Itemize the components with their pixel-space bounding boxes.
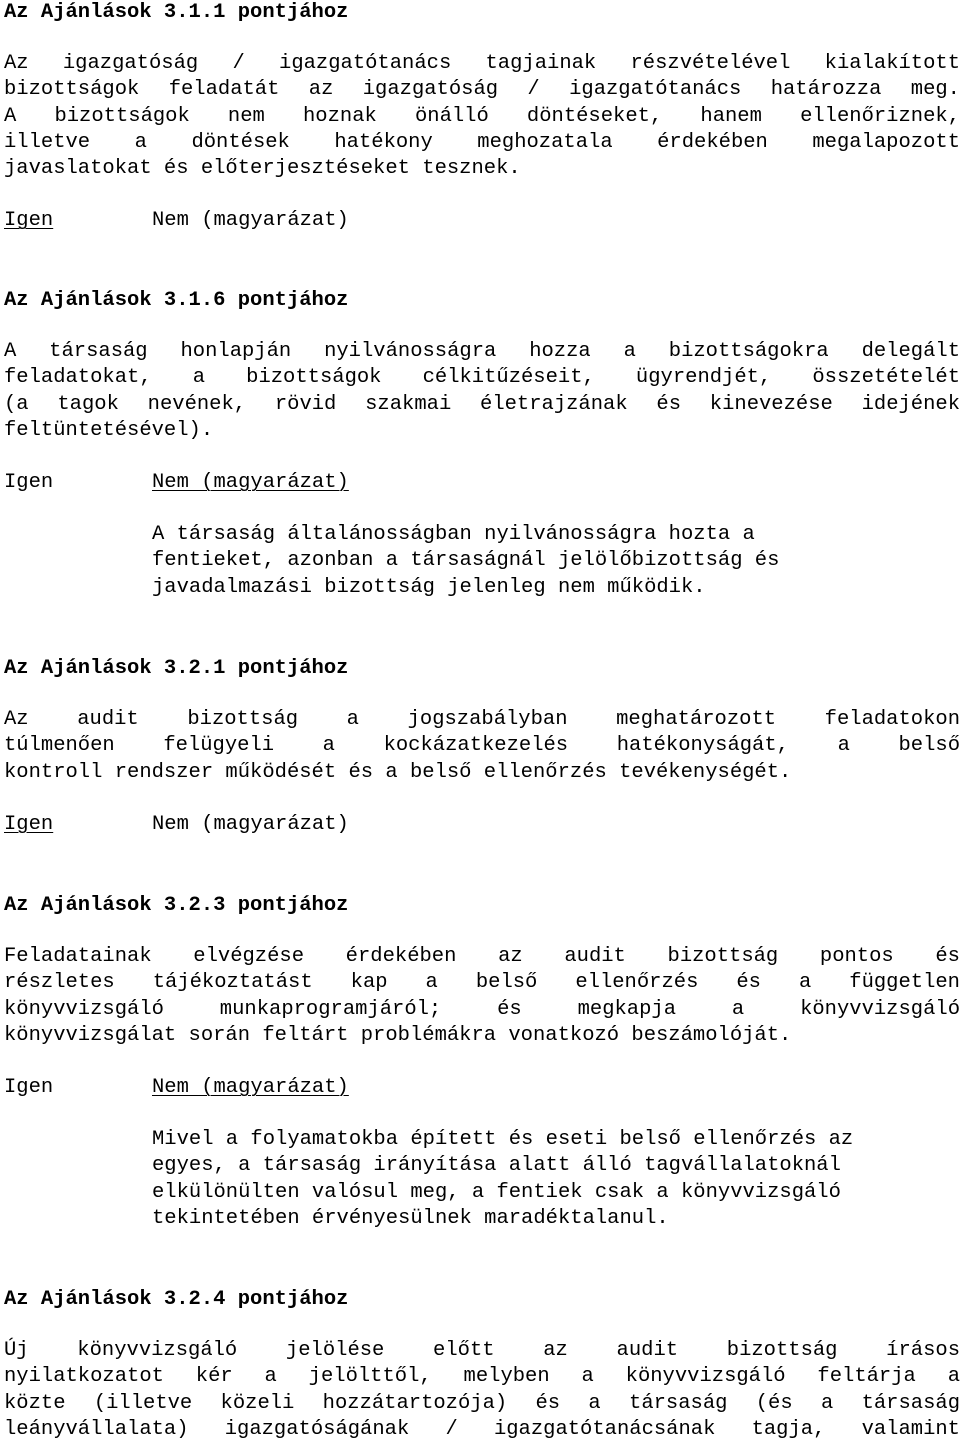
body-line: feltüntetésével). [4,418,214,442]
body-line: bizottságok feladatát az igazgatóság / igazgatótanács határozza meg. [4,78,960,102]
section-heading: Az Ajánlások 3.2.3 pontjához [4,894,349,917]
body-line: könyvvizsgáló munkaprogramjáról; és megkapja a könyvvizsgáló [4,997,960,1021]
body-line: leányvállalata) igazgatóságának / igazgatótanácsának tagja, valamint [4,1417,960,1441]
section-3-2-3 [4,893,960,1232]
explanation-line: elkülönülten valósul meg, a fentiek csak a könyvvizsgáló [152,1180,841,1204]
answer-row [4,812,960,838]
section-3-1-6 [4,288,960,601]
answer-no-selected: Nem (magyarázat) [152,471,349,495]
section-heading: Az Ajánlások 3.2.4 pontjához [4,1288,349,1311]
body-line: javaslatokat és előterjesztéseket tesznek. [4,157,521,181]
explanation-line: Mivel a folyamatokba épített és eseti belső ellenőrzés az [152,1128,854,1152]
answer-row [4,470,960,496]
answer-row [4,208,960,234]
body-line: Új könyvvizsgáló jelölése előtt az audit bizottság írásos [4,1339,960,1362]
body-line: feladatokat, a bizottságok célkitűzéseit, ügyrendjét, összetételét [4,366,960,390]
body-line: könyvvizsgálat során feltárt problémákra vonatkozó beszámolóját. [4,1023,792,1047]
section-3-1-1 [4,0,960,234]
answer-yes: Igen [4,1076,54,1100]
body-line: Az audit bizottság a jogszabályban meghatározott feladatokon [4,708,960,731]
explanation-line: javadalmazási bizottság jelenleg nem működik. [152,575,706,599]
section-body [4,1338,960,1443]
body-line: A bizottságok nem hoznak önálló döntéseket, hanem ellenőriznek, [4,104,960,128]
explanation-line: egyes, a társaság irányítása alatt álló tagvállalatoknál [152,1154,841,1178]
section-body [4,339,960,444]
answer-row [4,1075,960,1101]
body-line: kontroll rendszer működését és a belső ellenőrzés tevékenységét. [4,760,792,784]
section-heading: Az Ajánlások 3.1.1 pontjához [4,1,349,24]
body-line: nyilatkozatot kér a jelölttől, melyben a könyvvizsgáló feltárja a [4,1365,960,1389]
section-3-2-1 [4,656,960,838]
explanation-line: A társaság általánosságban nyilvánosságra hozta a [152,523,755,547]
section-heading: Az Ajánlások 3.2.1 pontjához [4,657,349,680]
answer-no: Nem (magyarázat) [152,209,349,233]
body-line: Az igazgatóság / igazgatótanács tagjainak részvételével kialakított [4,52,960,75]
body-line: illetve a döntések hatékony meghozatala érdekében megalapozott [4,130,960,154]
body-line: A társaság honlapján nyilvánosságra hozza a bizottságokra delegált [4,340,960,363]
explanation-line: fentieket, azonban a társaságnál jelölőbizottság és [152,549,780,573]
answer-yes-selected: Igen [4,812,54,836]
explanation [4,522,960,601]
body-line: túlmenően felügyeli a kockázatkezelés hatékonyságát, a belső [4,734,960,758]
answer-no-selected: Nem (magyarázat) [152,1076,349,1100]
body-line: közte (illetve közeli hozzátartozója) és a társaság (és a társaság [4,1391,960,1415]
section-heading: Az Ajánlások 3.1.6 pontjához [4,289,349,312]
answer-yes: Igen [4,471,54,495]
explanation [4,1127,960,1232]
section-body [4,707,960,786]
answer-yes-selected: Igen [4,209,54,233]
section-body [4,51,960,182]
answer-no: Nem (magyarázat) [152,812,349,836]
section-3-2-4 [4,1287,960,1443]
body-line: Feladatainak elvégzése érdekében az audit bizottság pontos és [4,945,960,968]
body-line: (a tagok nevének, rövid szakmai életrajzának és kinevezése idejének [4,392,960,416]
explanation-line: tekintetében érvényesülnek maradéktalanul. [152,1207,669,1231]
section-body [4,944,960,1049]
body-line: részletes tájékoztatást kap a belső ellenőrzés és a független [4,971,960,995]
